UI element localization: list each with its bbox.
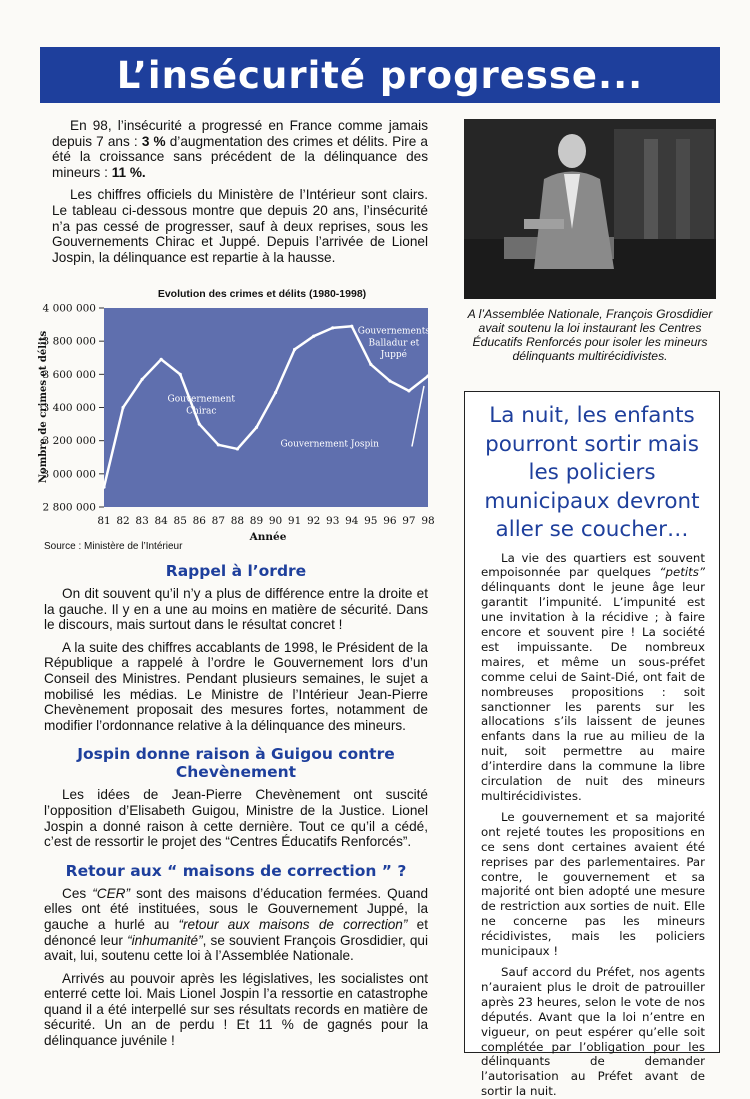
chart-x-tick-label: 94 — [345, 515, 359, 527]
chart-svg — [36, 284, 436, 554]
chart-x-tick-label: 82 — [116, 515, 129, 527]
rappel-paragraph-2: A la suite des chiffres accablants de 1998, le Président de la République a rappelé à l’ordre le Gouvernement lors d’un Conseil des Ministres. Pendant plusieurs semaines, le sujet a mobilisé les médias. Le Ministre de l’Intérieur Jean-Pierre Chevènement proposait des mesures fortes, notamment de modifier l’ordonnance relative à la délinquance des mineurs. — [44, 640, 428, 734]
chart-x-tick-label: 96 — [383, 515, 397, 527]
photo-caption: A l’Assemblée Nationale, François Grosdidier avait soutenu la loi instaurant les Centres Éducatifs Renforcés pour isoler les mineurs délinquants multirécidivistes. — [466, 307, 714, 363]
chart-y-tick-label: 4 000 000 — [43, 303, 96, 315]
chart-annotation-balladur: Balladur et — [368, 338, 419, 348]
chart-data-point — [293, 348, 296, 351]
chart-data-point — [217, 443, 220, 446]
chart-x-tick-label: 93 — [326, 515, 339, 527]
chart-source: Source : Ministère de l’Intérieur — [44, 541, 182, 552]
chart-annotation-jospin: Gouvernement Jospin — [280, 439, 379, 449]
chart-data-point — [236, 447, 239, 450]
chart-x-tick-label: 98 — [421, 515, 434, 527]
chart-x-tick-label: 84 — [154, 515, 168, 527]
photo-assemblee — [464, 119, 716, 299]
chart-y-axis-label: Nombre de crimes et délits — [38, 331, 49, 484]
chart-x-tick-label: 92 — [307, 515, 320, 527]
chart-data-point — [369, 363, 372, 366]
chart-title: Evolution des crimes et délits (1980-1998) — [158, 288, 366, 300]
chart-x-tick-label: 97 — [402, 515, 415, 527]
box-paragraph-2: Le gouvernement et sa majorité ont rejeté toutes les propositions en ce sens dont certaines avaient été reprises par des parlementaires. Par contre, le gouvernement et sa majorité ont bien adopté une mesure de restriction aux sorties de nuit. Elle ne concerne pas les mineurs récidivistes, mais les policiers municipaux ! — [481, 810, 705, 959]
main-text — [44, 562, 428, 1056]
box-paragraph-3: Sauf accord du Préfet, nos agents n’auraient plus le droit de patrouiller après 23 heures, selon le vote de nos députés. Avant que la loi n’entre en vigueur, on peut espérer qu’elle soit complétée par l’obligation pour les délinquants de demander l’autorisation au Préfet avant de sortir la nuit. — [481, 965, 705, 1099]
chart-annotation-chirac: Gouvernement — [168, 395, 236, 405]
rappel-paragraph-1: On dit souvent qu’il n’y a plus de différence entre la droite et la gauche. Il y en a une au moins en matière de sécurité. Dans le discours, mais surtout dans le résultat concret ! — [44, 586, 428, 633]
chart-y-tick-label: 3 400 000 — [43, 402, 96, 414]
chart-data-point — [388, 379, 391, 382]
heading-jospin: Jospin donne raison à Guigou contre Chevènement — [44, 745, 428, 781]
chart-data-point — [407, 389, 410, 392]
chart-x-tick-label: 81 — [97, 515, 110, 527]
chart-data-point — [121, 406, 124, 409]
chart-annotation-chirac: Chirac — [186, 406, 216, 416]
chart-data-point — [350, 325, 353, 328]
chart-y-tick-label: 3 800 000 — [43, 336, 96, 348]
chart-data-point — [141, 378, 144, 381]
crime-chart — [36, 284, 436, 554]
chart-x-tick-label: 95 — [364, 515, 377, 527]
heading-retour: Retour aux “ maisons de correction ” ? — [44, 862, 428, 880]
box-text — [481, 551, 705, 1099]
chart-x-tick-label: 87 — [212, 515, 225, 527]
chart-annotation-balladur: Gouvernements — [358, 327, 431, 337]
chart-data-point — [274, 391, 277, 394]
chart-y-tick-label: 3 600 000 — [43, 369, 96, 381]
heading-rappel: Rappel à l’ordre — [44, 562, 428, 580]
chart-data-point — [160, 358, 163, 361]
chart-data-point — [179, 373, 182, 376]
chart-data-point — [312, 335, 315, 338]
chart-x-tick-label: 85 — [174, 515, 187, 527]
chart-x-tick-label: 86 — [193, 515, 207, 527]
jospin-paragraph: Les idées de Jean-Pierre Chevènement ont suscité l’opposition d’Elisabeth Guigou, Ministre de la Justice. Lionel Jospin a donné raison à cette dernière. Tout ce qu’il a cédé, c’est de ressortir le projet des “Centres Éducatifs Renforcés”. — [44, 787, 428, 849]
box-heading: La nuit, les enfants pourront sortir mais les policiers municipaux devront aller se coucher… — [471, 402, 713, 545]
chart-data-point — [331, 326, 334, 329]
chart-x-tick-label: 91 — [288, 515, 301, 527]
chart-x-tick-label: 88 — [231, 515, 244, 527]
box-paragraph-1: La vie des quartiers est souvent empoisonnée par quelques “petits” délinquants dont le jeune âge leur garantit l’impunité. L’impunité est une invitation à la récidive ; à faire encore et souvent pire ! La société est impuissante. De nombreux maires, et même un sous-préfet comme celui de Saint-Dié, ont fait de nombreuses propositions : soit sanctionner les parents sur les allocations s’ils laissent de jeunes enfants dans la rue au milieu de la nuit, soit permettre au maire d’interdire dans la commune la libre circulation de nuit des mineurs multirécidivistes. — [481, 551, 705, 804]
chart-x-tick-label: 89 — [250, 515, 263, 527]
chart-data-point — [255, 426, 258, 429]
chart-x-tick-label: 83 — [135, 515, 148, 527]
intro-text — [52, 118, 428, 272]
chart-y-tick-label: 2 800 000 — [43, 502, 96, 514]
sidebar-box — [464, 391, 720, 1053]
chart-data-point — [102, 486, 105, 489]
retour-paragraph-2: Arrivés au pouvoir après les législatives, les socialistes ont enterré cette loi. Mais Lionel Jospin l’a ressortie en catastrophe quand il a été interpellé sur ses résultats records en matière de sécurité. Un an de perdu ! Et 11 % de gagnés pour la délinquance juvénile ! — [44, 971, 428, 1049]
photo-illustration — [464, 119, 716, 299]
chart-x-tick-label: 90 — [269, 515, 282, 527]
intro-paragraph-1: En 98, l’insécurité a progressé en France comme jamais depuis 7 ans : 3 % d’augmentation des crimes et délits. Pire a été la croissance sans précédent de la délinquance des mineurs : 11 %. — [52, 118, 428, 180]
chart-y-tick-label: 3 200 000 — [43, 435, 96, 447]
chart-data-point — [198, 422, 201, 425]
intro-paragraph-2: Les chiffres officiels du Ministère de l’Intérieur sont clairs. Le tableau ci-dessous montre que depuis 20 ans, l’insécurité n’a pas cessé de progresser, sauf à deux reprises, sous les Gouvernements Chirac et Juppé. Depuis l’arrivée de Lionel Jospin, la délinquance est repartie à la hausse. — [52, 187, 428, 265]
chart-data-point — [426, 374, 429, 377]
chart-annotation-balladur: Juppé — [380, 349, 407, 360]
chart-x-axis-label: Année — [249, 531, 287, 543]
chart-y-tick-label: 3 000 000 — [43, 468, 96, 480]
page-title: L’insécurité progresse... — [117, 54, 643, 97]
retour-paragraph-1: Ces “CER” sont des maisons d’éducation fermées. Quand elles ont été instituées, sous le Gouvernement Juppé, la gauche a hurlé au “retour aux maisons de correction” et dénoncé leur “inhumanité”, se souvient François Grosdidier, qui avait, lui, soutenu cette loi à l’Assemblée Nationale. — [44, 886, 428, 964]
title-banner — [40, 47, 720, 103]
